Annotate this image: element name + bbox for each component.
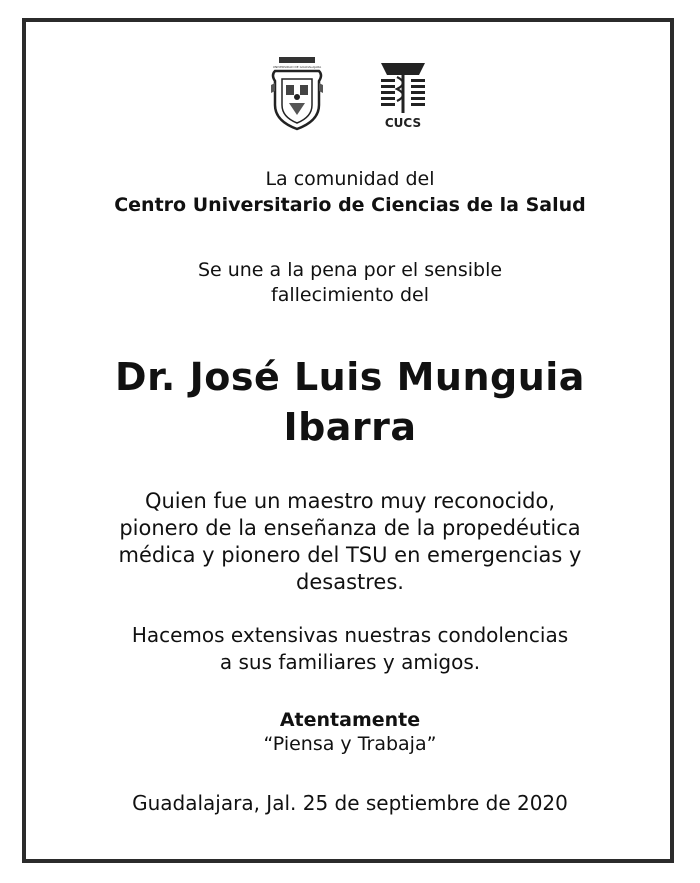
deceased-name	[40, 352, 660, 452]
tribute-text	[40, 488, 660, 596]
institution-name: Centro Universitario de Ciencias de la Salud	[114, 194, 586, 216]
cucs-logo	[375, 55, 431, 131]
tribute-line-3: médica y pionero del TSU en emergencias y	[118, 543, 582, 567]
motto: “Piensa y Trabaja”	[263, 733, 437, 755]
intro-line-1: La comunidad del	[265, 168, 435, 190]
intro-text	[40, 166, 660, 218]
tribute-line-1: Quien fue un maestro muy reconocido,	[144, 489, 556, 513]
sympathy-line-1: Se une a la pena por el sensible	[197, 259, 503, 281]
tribute-line-2: pionero de la enseñanza de la propedéutica	[119, 516, 581, 540]
condolence-line-2: a sus familiares y amigos.	[219, 650, 481, 674]
closing-salutation: Atentamente	[279, 709, 421, 731]
closing	[40, 708, 660, 756]
deceased-name-line-1: Dr. José Luis Munguia	[115, 355, 585, 399]
deceased-name-line-2: Ibarra	[283, 405, 417, 449]
cucs-label: CUCS	[384, 116, 422, 130]
logo-row	[0, 55, 700, 131]
tribute-line-4: desastres.	[296, 570, 404, 594]
udg-crest-logo	[269, 55, 325, 131]
udg-banner-text: UNIVERSIDAD DE GUADALAJARA	[272, 65, 322, 69]
condolence-text	[40, 622, 660, 676]
condolence-line-1: Hacemos extensivas nuestras condolencias	[131, 623, 569, 647]
sympathy-line-2: fallecimiento del	[271, 284, 429, 306]
place-date: Guadalajara, Jal. 25 de septiembre de 2020	[132, 791, 568, 815]
sympathy-text	[40, 258, 660, 308]
